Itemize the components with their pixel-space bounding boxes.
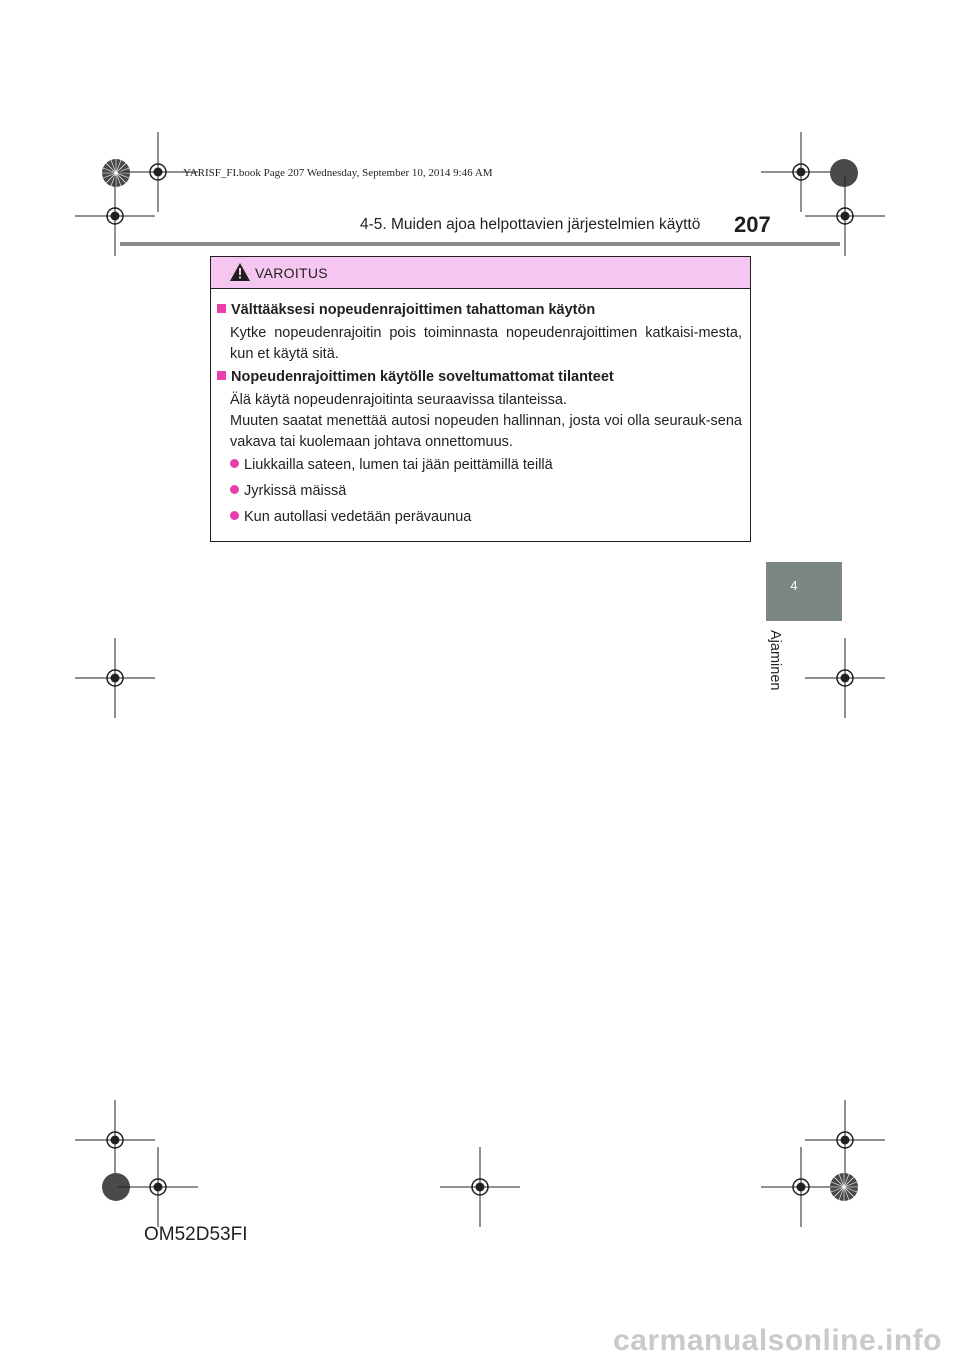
footer-watermark — [0, 1300, 960, 1358]
chapter-label-text: Ajaminen — [767, 630, 783, 691]
footer-site-text: carmanualsonline.info — [613, 1324, 942, 1357]
warning-text-2b: Muuten saatat menettää autosi nopeuden hallinnan, josta voi olla seurauk-sena vakava tai kuolemaan johtava onnettomuus. — [230, 413, 742, 450]
book-stamp: YARISF_FI.book Page 207 Wednesday, September 10, 2014 9:46 AM — [183, 167, 493, 179]
warning-text-2a: Älä käytä nopeudenrajoitinta seuraavissa tilanteissa. — [230, 392, 567, 408]
square-bullet-icon — [217, 371, 226, 380]
warning-heading-2: Nopeudenrajoittimen käytölle soveltumattomat tilanteet — [217, 369, 614, 385]
warning-label: VAROITUS — [255, 265, 328, 281]
document-code: OM52D53FI — [144, 1224, 248, 1245]
circle-bullet-icon — [230, 459, 239, 468]
square-bullet-icon — [217, 304, 226, 313]
warning-text-1: Kytke nopeudenrajoitin pois toiminnasta nopeudenrajoittimen katkaisi-mesta, kun et käytä sitä. — [230, 325, 742, 362]
warning-bullet-1: Liukkailla sateen, lumen tai jään peittämillä teillä — [230, 457, 553, 473]
header-rule — [120, 242, 840, 246]
chapter-label — [767, 630, 833, 710]
circle-bullet-icon — [230, 485, 239, 494]
page-number: 207 — [734, 212, 771, 237]
warning-bullet-3: Kun autollasi vedetään perävaunua — [230, 509, 471, 525]
warning-box — [210, 256, 751, 542]
warning-bullet-2: Jyrkissä mäissä — [230, 483, 346, 499]
warning-heading-1: Välttääksesi nopeudenrajoittimen tahattoman käytön — [217, 302, 595, 318]
circle-bullet-icon — [230, 511, 239, 520]
warning-header — [211, 257, 750, 289]
chapter-number: 4 — [790, 578, 798, 593]
warning-triangle-icon — [229, 262, 251, 282]
section-title: 4-5. Muiden ajoa helpottavien järjestelmien käyttö — [360, 216, 701, 233]
